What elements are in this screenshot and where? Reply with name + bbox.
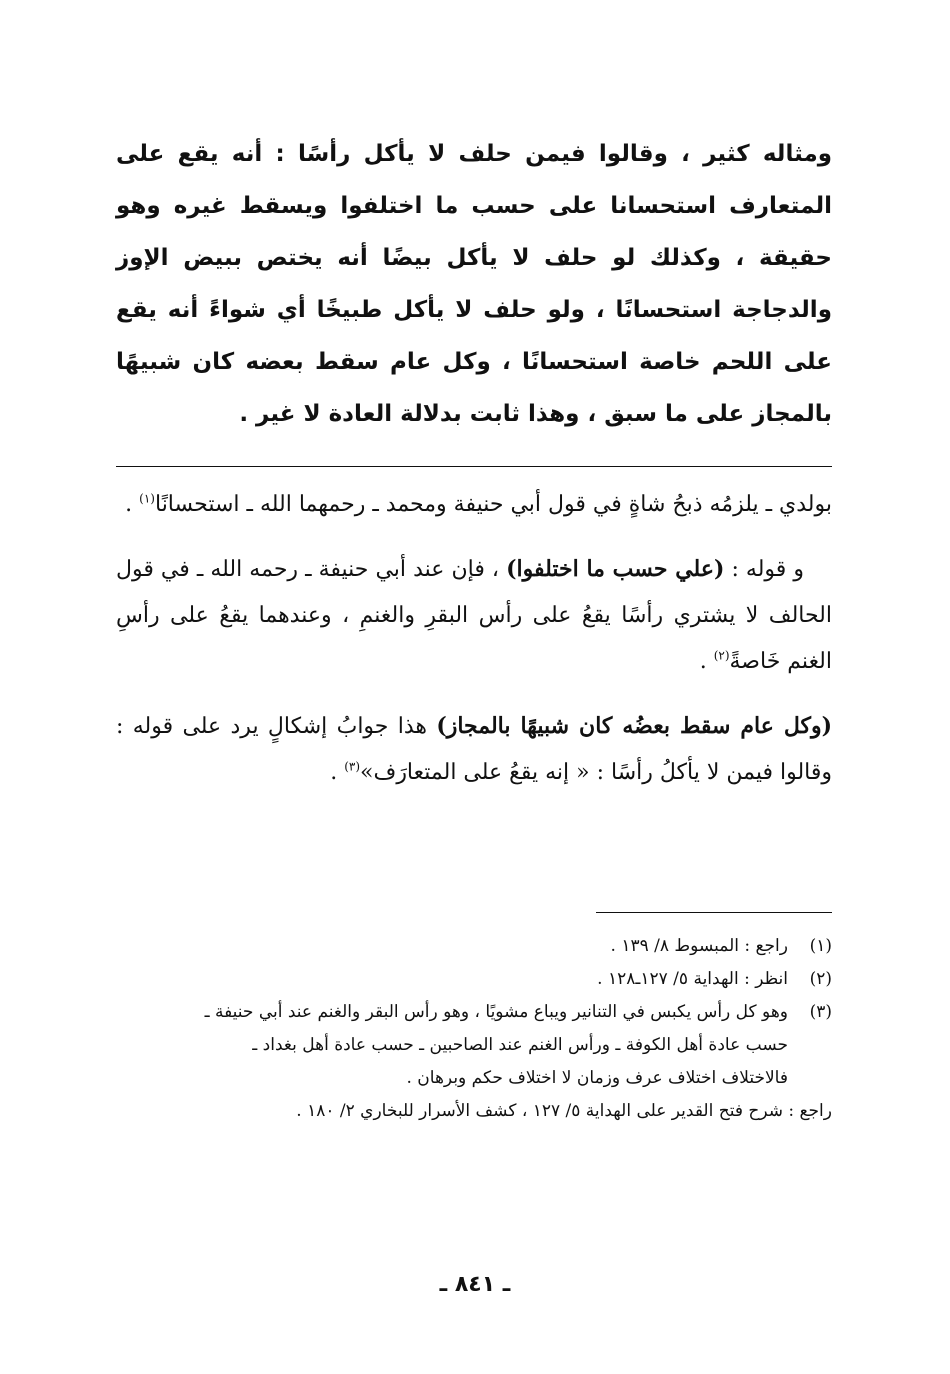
footnote-number: (٢) xyxy=(809,969,832,989)
footnote-body xyxy=(116,963,788,996)
commentary-p2-quote: (علي حسب ما اختلفوا) xyxy=(506,556,725,582)
commentary-p2-end: . xyxy=(699,649,714,674)
commentary-p3-quote: (وكل عام سقط بعضُه كان شبيهًا بالمجاز) xyxy=(436,713,833,739)
footnote-line: انظر : الهداية ٥/ ١٢٧ـ١٢٨ . xyxy=(597,969,788,989)
page-number: ـ ٨٤١ ـ xyxy=(439,1272,511,1297)
footnote-number: (١) xyxy=(809,936,832,956)
commentary-p3-rest: هذا جوابُ إشكالٍ يرد على قوله : وقالوا فيمن لا يأكلُ رأسًا : « إنه يقعُ على المتعارَف» xyxy=(116,714,832,785)
footnote-line: فالاختلاف اختلاف عرف وزمان لا اختلاف حكم وبرهان . xyxy=(406,1068,788,1088)
footnote-line: راجع : المبسوط ٨/ ١٣٩ . xyxy=(610,936,788,956)
main-text-paragraph: ومثاله كثير ، وقالوا فيمن حلف لا يأكل رأسًا : أنه يقع على المتعارف استحسانا على حسب ما اختلفوا ويسقط غيره وهو حقيقة ، وكذلك لو حلف لا يأكل بيضًا أنه يختص ببيض الإوز والدجاجة استحسانًا ، ولو حلف لا يأكل طبيخًا أي شواءً أنه يقع على اللحم خاصة استحسانًا ، وكل عام سقط بعضه كان شبيهًا بالمجاز على ما سبق ، وهذا ثابت بدلالة العادة لا غير . xyxy=(116,141,832,427)
commentary-paragraph-1 xyxy=(116,482,832,528)
footnote-number: (٣) xyxy=(809,1002,832,1022)
footnote-line: حسب عادة أهل الكوفة ـ ورأس الغنم عند الصاحبين ـ حسب عادة أهل بغداد ـ xyxy=(252,1035,788,1055)
main-divider xyxy=(116,466,832,467)
commentary-paragraph-2 xyxy=(116,546,832,685)
footnote-line: وهو كل رأس يكبس في التنانير ويباع مشويًا ، وهو رأس البقر والغنم عند أبي حنيفة ـ xyxy=(204,1002,788,1022)
commentary-p3-end: . xyxy=(330,760,345,785)
footnote-3 xyxy=(116,996,832,1095)
footnote-marker-3: (٣) xyxy=(344,759,361,774)
commentary-p1-text: بولدي ـ يلزمُه ذبحُ شاةٍ في قول أبي حنيفة ومحمد ـ رحمهما الله ـ استحسانًا xyxy=(154,492,832,517)
commentary xyxy=(116,482,832,814)
commentary-p2-rest: ، فإن عند أبي حنيفة ـ رحمه الله ـ في قول الحالف لا يشتري رأسًا يقعُ على رأس البقرِ والغنمِ ، وعندهما يقعُ على رأسِ الغنم خَاصةً xyxy=(116,557,832,674)
footnote-divider xyxy=(596,912,832,913)
footnote-marker-2: (٢) xyxy=(713,648,730,663)
commentary-p1-end: . xyxy=(125,492,140,517)
footnote-2 xyxy=(116,963,832,996)
footnotes xyxy=(116,930,832,1128)
footnote-body xyxy=(116,930,788,963)
footnote-body xyxy=(116,996,788,1095)
main-text xyxy=(116,128,832,440)
commentary-paragraph-3 xyxy=(116,703,832,796)
footnote-reference: راجع : شرح فتح القدير على الهداية ٥/ ١٢٧ ، كشف الأسرار للبخاري ٢/ ١٨٠ . xyxy=(296,1101,832,1121)
footnote-marker-1: (١) xyxy=(139,491,155,506)
footnote-1 xyxy=(116,930,832,963)
commentary-p2-lead: و قوله : xyxy=(724,557,804,582)
